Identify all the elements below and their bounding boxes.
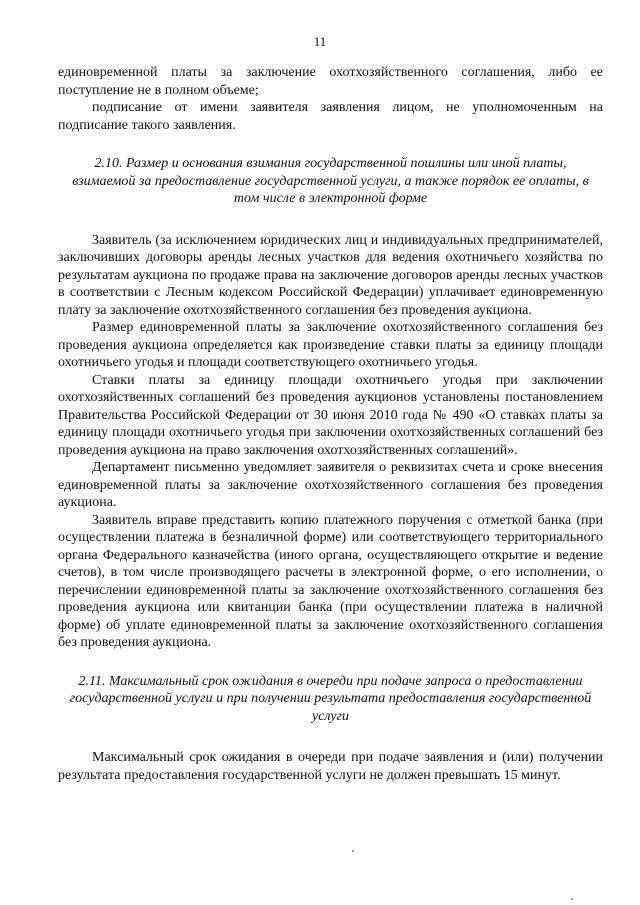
- section-heading-2-10: 2.10. Размер и основания взимания государственной пошлины или иной платы, взимаемой за предоставление государственной услуги, а также порядок ее оплаты, в том числе в электронной форме: [72, 156, 589, 206]
- document-body: [58, 64, 603, 784]
- section-heading-2-11: 2.11. Максимальный срок ожидания в очереди при подаче запроса о предоставлении государственной услуги и при получении результата предоставления государственной услуги: [69, 673, 592, 724]
- paragraph: Размер единовременной платы за заключение охотхозяйственного соглашения без проведения аукциона определяется как произведение ставки платы за единицу площади охотничьего угодья и площади соответствующего охотничьего угодья.: [58, 320, 603, 370]
- paragraph: Департамент письменно уведомляет заявителя о реквизитах счета и сроке внесения единовременной платы за заключение охотхозяйственного соглашения без проведения аукциона.: [58, 460, 603, 510]
- page-number: 11: [313, 34, 327, 49]
- scan-speck: [571, 898, 573, 900]
- paragraph: Заявитель (за исключением юридических лиц и индивидуальных предпринимателей, заключивших договоры аренды лесных участков для ведения охотничьего хозяйства по результатам аукциона по продаже права на заключение договоров аренды лесных участков в соответствии с Лесным кодексом Российской Федерации) уплачивает единовременную плату за заключение охотхозяйственного соглашения без проведения аукциона.: [58, 232, 603, 318]
- paragraph: подписание от имени заявителя заявления лицом, не уполномоченным на подписание такого заявления.: [58, 100, 603, 133]
- paragraph: Заявитель вправе представить копию платежного поручения с отметкой банка (при осуществлении платежа в безналичной форме) или соответствующего территориального органа Федерального казначейства (иного органа, осуществляющего открытие и ведение счетов), в том числе производящего расчеты в электронной форме, о его исполнении, о перечислении единовременной платы за заключение охотхозяйственного соглашения без проведения аукциона или квитанции банка (при осуществлении платежа в наличной форме) об уплате единовременной платы за заключение охотхозяйственного соглашения без проведения аукциона.: [58, 512, 603, 650]
- paragraph: единовременной платы за заключение охотхозяйственного соглашения, либо ее поступление не в полном объеме;: [58, 65, 603, 98]
- scan-speck: [352, 850, 354, 852]
- paragraph: Максимальный срок ожидания в очереди при подаче заявления и (или) получении результата предоставления государственной услуги не должен превышать 15 минут.: [58, 750, 603, 783]
- paragraph: Ставки платы за единицу площади охотничьего угодья при заключении охотхозяйственных соглашений без проведения аукционов установлены постановлением Правительства Российской Федерации от 30 июня 2010 года № 490 «О ставках платы за единицу площади охотничьего угодья при заключении охотхозяйственных соглашений без проведения аукциона на право заключения охотхозяйственных соглашений».: [58, 372, 603, 458]
